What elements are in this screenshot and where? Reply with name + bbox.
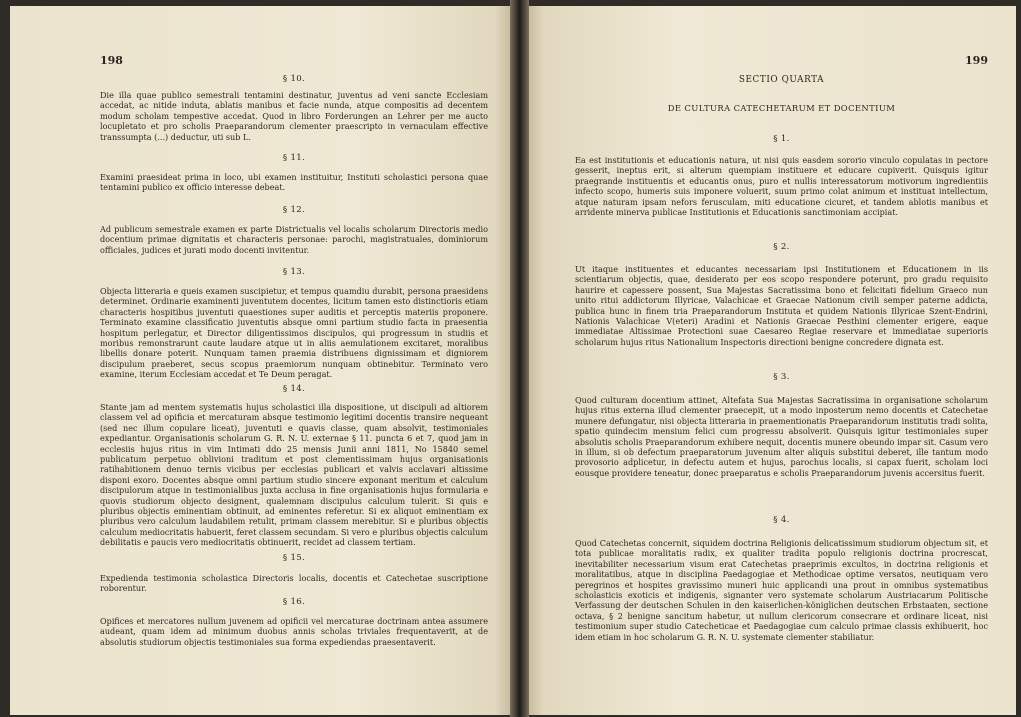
paragraph: Expedienda testimonia scholastica Directoris localis, docentis et Catechetae suscriptione roborentur.	[100, 573, 488, 594]
paragraph: Ea est institutionis et educationis natura, ut nisi quis easdem sororio vinculo copulatas in pectore gesserit, ineptus erit, si alterum quempiam instituere et educare cupiverit. Quisquis igitur praegrande instituentis et educantis onus, puro et nullis interessatorum motivorum ingredientiis infecto scopo, humeris suis imponere voluerit, suum primo colat animum et instituat intellectum, atque naturam ipsam nefors ferusculam, miti educatione cicuret, et tandem ablotis manibus et arridente minerva publicae Institutionis et Educationis sanctimoniam accipiat.	[575, 155, 988, 218]
page-number: 198	[100, 54, 123, 67]
paragraph: Ad publicum semestrale examen ex parte Districtualis vel localis scholarum Directoris medio docentium primae dignitatis et characteris personae: parochi, magistratuales, dominiorum officiales, judices et jurati modo docenti invitentur.	[100, 224, 488, 255]
section-mark: § 12.	[282, 205, 306, 215]
section-heading: SECTIO QUARTA	[738, 75, 825, 85]
section-mark: § 13.	[282, 267, 306, 277]
book-gutter	[510, 0, 529, 717]
chapter-title: DE CULTURA CATECHETARUM ET DOCENTIUM	[667, 103, 896, 113]
paragraph: Opifices et mercatores nullum juvenem ad opificii vel mercaturae doctrinam antea assumere audeant, quam idem ad minimum duobus annis scholas triviales frequentaverit, at de absolutis studiorum objectis testimoniales sua forma expediendas praesentaverit.	[100, 616, 488, 647]
left-page	[10, 6, 510, 715]
page-number: 199	[965, 54, 988, 67]
section-mark: § 1.	[773, 134, 790, 144]
section-mark: § 11.	[282, 153, 306, 163]
section-mark: § 10.	[282, 74, 306, 84]
section-mark: § 16.	[282, 597, 306, 607]
paragraph: Quod culturam docentium attinet, Altefata Sua Majestas Sacratissima in organisatione scholarum hujus ritus externa illud clementer praecepit, ut a modo inposterum nemo docentis et Catechetae munere defungatur, nisi objecta litteraria in praementionatis Praeparandorum institutis tradi solita, spatio quindecim mensium felici cum progressu absolverit. Quisquis igitur testimoniales super absolutis scholis Praeparandorum exhibere nequit, docentis munere obeundo impar sit. Casum vero in illum, si ob defectum praeparatorum juvenum alter aliquis substitui deberet, ille tantum modo provosorio adplicetur, in defectu autem et hujus, parochus localis, si capax fuerit, scholam loci eousque providere teneatur, donec praeparatus e scholis Praeparandorum juvenis accersitus fuerit.	[575, 395, 988, 478]
section-mark: § 4.	[773, 515, 790, 525]
section-mark: § 15.	[282, 553, 306, 563]
section-mark: § 2.	[773, 242, 790, 252]
right-page	[529, 6, 1016, 715]
paragraph: Ut itaque instituentes et educantes necessariam ipsi Institutionem et Educationem in iis scientiarum objectis, quae, desiderato per eos scopo respondere poterunt, pro gradu requisito haurire et capessere possent, Sua Majestas Sacratissima bono et felicitati fidelium Graeco nun unito ritui addictorum Illyricae, Valachicae et Graecae Nationum civili semper paterne addicta, publica hunc in finem tria Praeparandorum Instituta et quidem Nationis Illyricae Szent-Endrini, Nationis Valachicae V(eteri) Aradini et Nationis Graecae Pesthini clementer erigere, eaque immediatae Altissimae Protectioni suae Caesareo Regiae reservare et immediatae superioris scholarum hujus ritus Nationalium Inspectoris directioni benigne concredere dignata est.	[575, 264, 988, 347]
paragraph: Quod Catechetas concernit, siquidem doctrina Religionis delicatissimum studiorum objectum sit, et tota publicae moralitatis radix, ex qualiter tradita populo religionis doctrina procrescat, inevitabiliter necessarium visum erat Catechetas praeprimis excultos, in doctrina religionis et moralitatibus, atque in disciplina Paedagogiae et Methodicae optime versatos, neutiquam vero peregrinos et hospites gravissimo muneri huic applicandi una prout in omnibus systematibus scholasticis exoticis et indigenis, signanter vero systemate scholarum Austriacarum Politische Verfassung der deutschen Schulen in den kaiserlichen-königlichen deutschen Erbstaaten, sectione octava, § 2 benigne sancitum habetur, ut nullum clericorum consecrare et ordinare liceat, nisi testimonium super studio Catecheticae et Paedagogiae cum calculo primae classis exhibuerit, hoc idem etiam in hoc scholarum G. R. N. U. systemate clementer stabiliatur.	[575, 538, 988, 642]
section-mark: § 14.	[282, 384, 306, 394]
paragraph: Stante jam ad mentem systematis hujus scholastici illa dispositione, ut discipuli ad altiorem classem vel ad opificia et mercaturam absque testimonio legitimi docentis transire nequeant (sed nec illum copulare liceat), juventuti e quavis classe, quam absolvit, testimoniales expediantur. Organisationis scholarum G. R. N. U. externae § 11. puncta 6 et 7, quod jam in ecclesiis hujus ritus in vim Intimati ddo 25 mensis Junii anni 1811, No 15840 semel publicatum perpetuo oblivioni traditum et post clementissimam hujus organisationis ratihabitionem denuo ternis vicibus per ecclesias publicari et valvis acclavari altissime disponi exoro. Docentes absque omni partium studio sincere exponant meritum et calculum discipulorum atque in testimonialibus juxta acclusa in fine organisationis hujus formularia e quovis studiorum objecto designent, qualemnam discipulus calculum tulerit. Si quis e pluribus objectis eminentiam obtinuit, ad eminentes referetur. Si ex aliquot eminentiam ex pluribus vero calculum laudabilem retulit, primam classem merebitur. Si e pluribus objectis calculum mediocritatis habuerit, feret classem secundam. Si vero e pluribus objectis calculum debilitatis e paucis vero mediocritatis obtinuerit, recidet ad classem tertiam.	[100, 402, 488, 548]
right-page-body	[575, 6, 988, 715]
paragraph: Die illa quae publico semestrali tentamini destinatur, juventus ad veni sancte Ecclesiam accedat, ac nitide induta, ablatis manibus et facie nunda, atque compositis ad decentem modum scholam tempestive accedat. Quod in libro Forderungen an Lehrer per me aucto locupletato et pro scholis Praeparandorum clementer praescripto in vernaculam effective transsumpta (...) deductur, uti sub L.	[100, 90, 488, 142]
left-page-body	[100, 6, 488, 715]
section-mark: § 3.	[773, 372, 790, 382]
paragraph: Objecta litteraria e queis examen suscipietur, et tempus quamdiu durabit, persona praesidens determinet. Ordinarie examinenti juventutem docentes, licitum tamen esto distinctioris etiam characteris hospitibus juventuti quaestiones super auditis et perceptis materiis proponere. Terminato examine classificatio juventutis absque omni partium studio facta in praesentia hospitum perlegatur, et Director diligentissimos discipulos, qui progressum in studiis et moribus remonstrarunt caute laudare atque ut in aliis aemulationem excitaret, moralibus libellis donare poterit. Nunquam tamen praemia distribuens dignissimam et digniorem discipulum praeberet, secus scopus praemiorum nunquam obtinebitur. Terminato vero examine, iterum Ecclesiam accedat et Te Deum peragat.	[100, 286, 488, 380]
paragraph: Examini praesideat prima in loco, ubi examen instituitur, Instituti scholastici persona quae tentamini publico ex officio interesse debeat.	[100, 172, 488, 193]
